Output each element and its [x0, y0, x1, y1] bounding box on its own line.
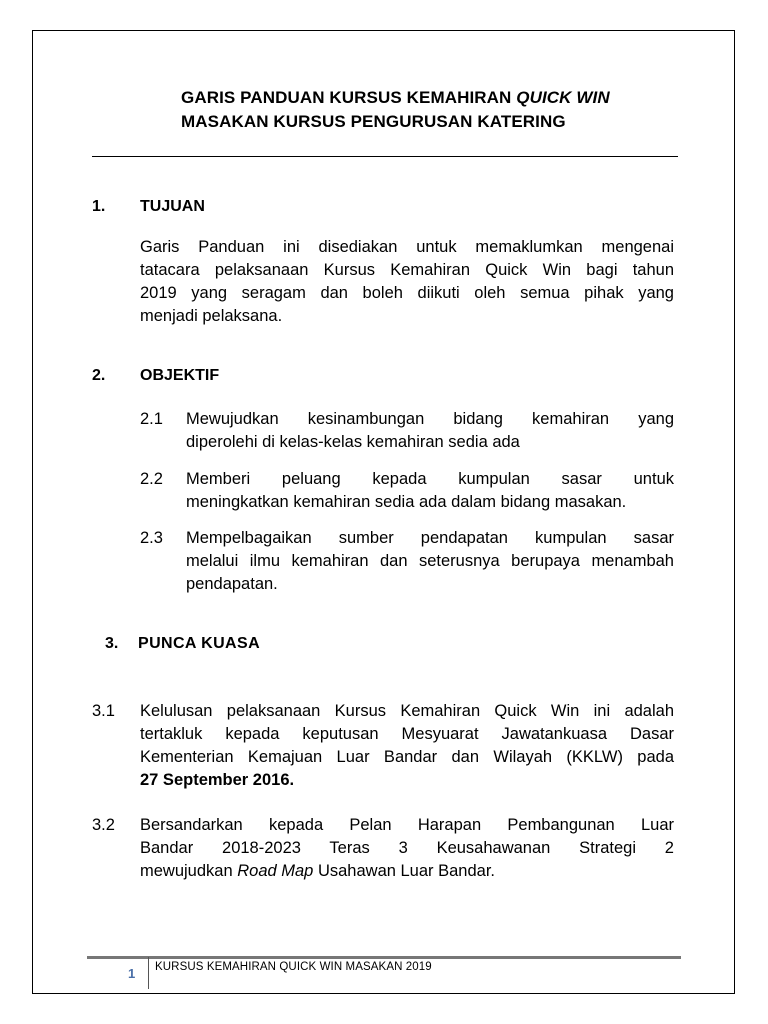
paragraph-line: mewujudkan Road Map Usahawan Luar Bandar. — [140, 862, 495, 880]
paragraph-line: pendapatan. — [186, 575, 278, 593]
footer-rule — [87, 956, 681, 959]
paragraph-line: tatacara pelaksanaan Kursus Kemahiran Quick Win bagi tahun — [140, 261, 674, 279]
road-map-italic: Road Map — [237, 862, 314, 880]
section-2-heading: OBJEKTIF — [140, 367, 220, 384]
paragraph-line: Bandar 2018-2023 Teras 3 Keusahawanan Strategi 2 — [140, 839, 674, 857]
document-title — [181, 86, 610, 134]
paragraph-line: Garis Panduan ini disediakan untuk memaklumkan mengenai — [140, 238, 674, 256]
section-2-number: 2. — [92, 367, 106, 384]
title-line-1: GARIS PANDUAN KURSUS KEMAHIRAN QUICK WIN — [181, 88, 610, 107]
paragraph-line: Kementerian Kemajuan Luar Bandar dan Wilayah (KKLW) pada — [140, 748, 674, 766]
paragraph-line: 2019 yang seragam dan boleh diikuti oleh semua pihak yang — [140, 284, 674, 302]
item-3-2-number: 3.2 — [92, 816, 115, 834]
section-3-heading: PUNCA KUASA — [138, 635, 261, 652]
item-3-1-text — [140, 700, 674, 792]
item-3-2-text — [140, 814, 674, 883]
paragraph-line: Mempelbagaikan sumber pendapatan kumpulan sasar — [186, 529, 674, 547]
footer-page-number: 1 — [128, 966, 136, 981]
footer-separator — [148, 957, 149, 989]
title-line-2: MASAKAN KURSUS PENGURUSAN KATERING — [181, 112, 566, 131]
paragraph-line: melalui ilmu kemahiran dan seterusnya berupaya menambah — [186, 552, 674, 570]
paragraph-line: diperolehi di kelas-kelas kemahiran sedia ada — [186, 433, 520, 451]
date-emphasis: 27 September 2016. — [140, 771, 295, 789]
paragraph-line: Bersandarkan kepada Pelan Harapan Pembangunan Luar — [140, 816, 674, 834]
section-1-heading: TUJUAN — [140, 198, 205, 215]
footer-text: KURSUS KEMAHIRAN QUICK WIN MASAKAN 2019 — [155, 961, 432, 973]
title-underline — [92, 156, 678, 157]
item-2-1-number: 2.1 — [140, 410, 163, 428]
paragraph-line: menjadi pelaksana. — [140, 307, 283, 325]
paragraph-line: Memberi peluang kepada kumpulan sasar untuk — [186, 470, 674, 488]
item-2-1-text — [186, 408, 674, 454]
item-2-2-text — [186, 468, 674, 514]
paragraph-line: tertakluk kepada keputusan Mesyuarat Jawatankuasa Dasar — [140, 725, 674, 743]
section-3-number: 3. — [105, 635, 119, 652]
item-2-3-number: 2.3 — [140, 529, 163, 547]
item-2-3-text — [186, 527, 674, 596]
item-2-2-number: 2.2 — [140, 470, 163, 488]
item-3-1-number: 3.1 — [92, 702, 115, 720]
paragraph-line: Kelulusan pelaksanaan Kursus Kemahiran Quick Win ini adalah — [140, 702, 674, 720]
paragraph-line: meningkatkan kemahiran sedia ada dalam bidang masakan. — [186, 493, 627, 511]
section-1-paragraph — [140, 236, 674, 328]
section-1-number: 1. — [92, 198, 106, 215]
title-italic: QUICK WIN — [516, 88, 610, 107]
paragraph-line: Mewujudkan kesinambungan bidang kemahiran yang — [186, 410, 674, 428]
